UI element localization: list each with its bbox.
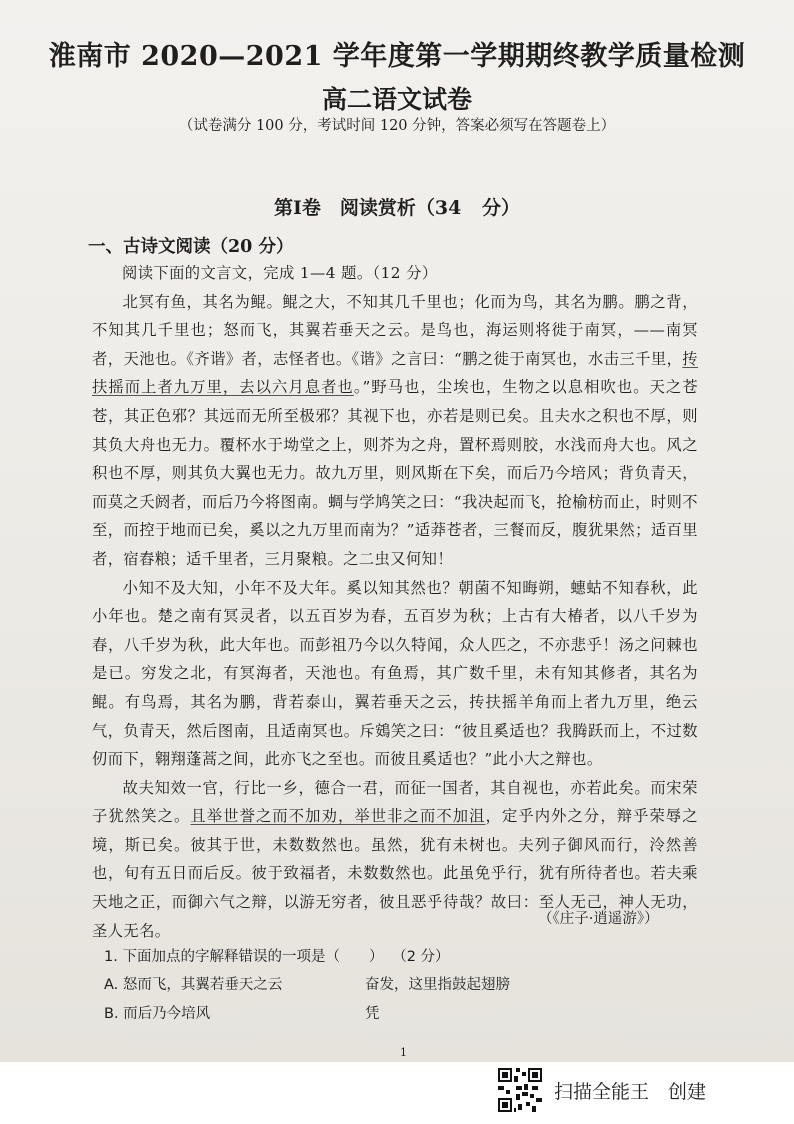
reading-passage [92,259,698,945]
option-a-gloss: 奋发，这里指鼓起翅膀 [365,977,510,993]
option-b: B. 而后乃今培风 [104,1006,211,1022]
question-1-stem: 1. 下面加点的字解释错误的一项是（ ） [104,949,384,965]
question-1-points: （2 分） [399,949,450,965]
underlined-sentence-1: 抟扶摇而上者九万里，去以六月息者也 [92,349,698,397]
exam-title: 淮南市 2020—2021 学年度第一学期期终教学质量检测 [48,41,746,72]
qr-code-icon [496,1066,544,1114]
paragraph-1-text-b: 。”野马也，尘埃也，生物之以息相吹也。天之苍苍，其正色邪？其远而无所至极邪？其视下也，亦若是则已矣。且夫水之积也不厚，则其负大舟也无力。覆杯水于坳堂之上，则芥为之舟，置杯焉则胶，水浅而舟大也。风之积也不厚，则其负大翼也无力。故九万里，则风斯在下矣，而后乃今培风；背负青天，而莫之夭阏者，而后乃今将图南。蜩与学鸠笑之曰：“我决起而飞，抢榆枋而止，时则不至，而控于地而已矣，奚以之九万里而南为？”适莽苍者，三餐而反，腹犹果然；适百里者，宿舂粮；适千里者，三月聚粮。之二虫又何知！ [92,378,698,568]
underlined-sentence-2: 且举世誉之而不加劝，举世非之而不加沮 [190,807,486,826]
watermark-text: 扫描全能王 创建 [554,1080,707,1103]
passage-paragraph-2: 小知不及大知，小年不及大年。奚以知其然也？朝菌不知晦朔，蟪蛄不知春秋，此小年也。楚之南有冥灵者，以五百岁为春，五百岁为秋；上古有大椿者，以八千岁为春，八千岁为秋，此大年也。而彭祖乃今以久特闻，众人匹之，不亦悲乎！汤之问棘也是已。穷发之北，有冥海者，天池也。有鱼焉，其广数千里，未有知其修者，其名为鲲。有鸟焉，其名为鹏，背若泰山，翼若垂天之云，抟扶摇羊角而上者九万里，绝云气，负青天，然后图南，且适南冥也。斥鴳笑之曰：“彼且奚适也？我腾跃而上，不过数仞而下，翱翔蓬蒿之间，此亦飞之至也。而彼且奚适也？”此小大之辩也。 [92,578,698,769]
option-b-gloss: 凭 [365,1006,380,1022]
section-one-title: 一、古诗文阅读（20 分） [88,237,294,257]
paragraph-3-text-a: 故夫知效一官，行比一乡，德合一君，而征一国者，其自视也，亦若此矣。而宋荣子犹然笑之。 [92,778,698,826]
passage-paragraph-1 [92,288,698,574]
passage-source: （《庄子·逍遥游》） [538,911,659,927]
option-a: A. 怒而飞，其翼若垂天之云 [104,977,283,993]
passage-instruction: 阅读下面的文言文，完成 1—4 题。（12 分） [122,264,438,282]
paragraph-3-text-b: ，定乎内外之分，辩乎荣辱之境，斯已矣。彼其于世，未数数然也。虽然，犹有未树也。夫列子御风而行，泠然善也，旬有五日而后反。彼于致福者，未数数然也。此虽免乎行，犹有所待者也。若夫乘天地之正，而御六气之辩，以游无穷者，彼且恶乎待哉？故曰：至人无己，神人无功，圣人无名。 [92,807,699,940]
part-one-title: 第Ⅰ卷 阅读赏析（34 分） [274,197,520,219]
question-1 [104,945,450,966]
exam-note: （试卷满分 100 分，考试时间 120 分钟，答案必须写在答题卷上） [178,118,616,134]
scanner-watermark [496,1066,706,1114]
exam-subtitle: 高二语文试卷 [321,85,472,114]
paragraph-1-text-a: 北冥有鱼，其名为鲲。鲲之大，不知其几千里也；化而为鸟，其名为鹏。鹏之背，不知其几千里也；怒而飞，其翼若垂天之云。是鸟也，海运则将徙于南冥，——南冥者，天池也。《齐谐》者，志怪者也。《谐》之言曰：“鹏之徙于南冥也，水击三千里， [92,292,698,368]
page-number: 1 [400,1046,407,1059]
